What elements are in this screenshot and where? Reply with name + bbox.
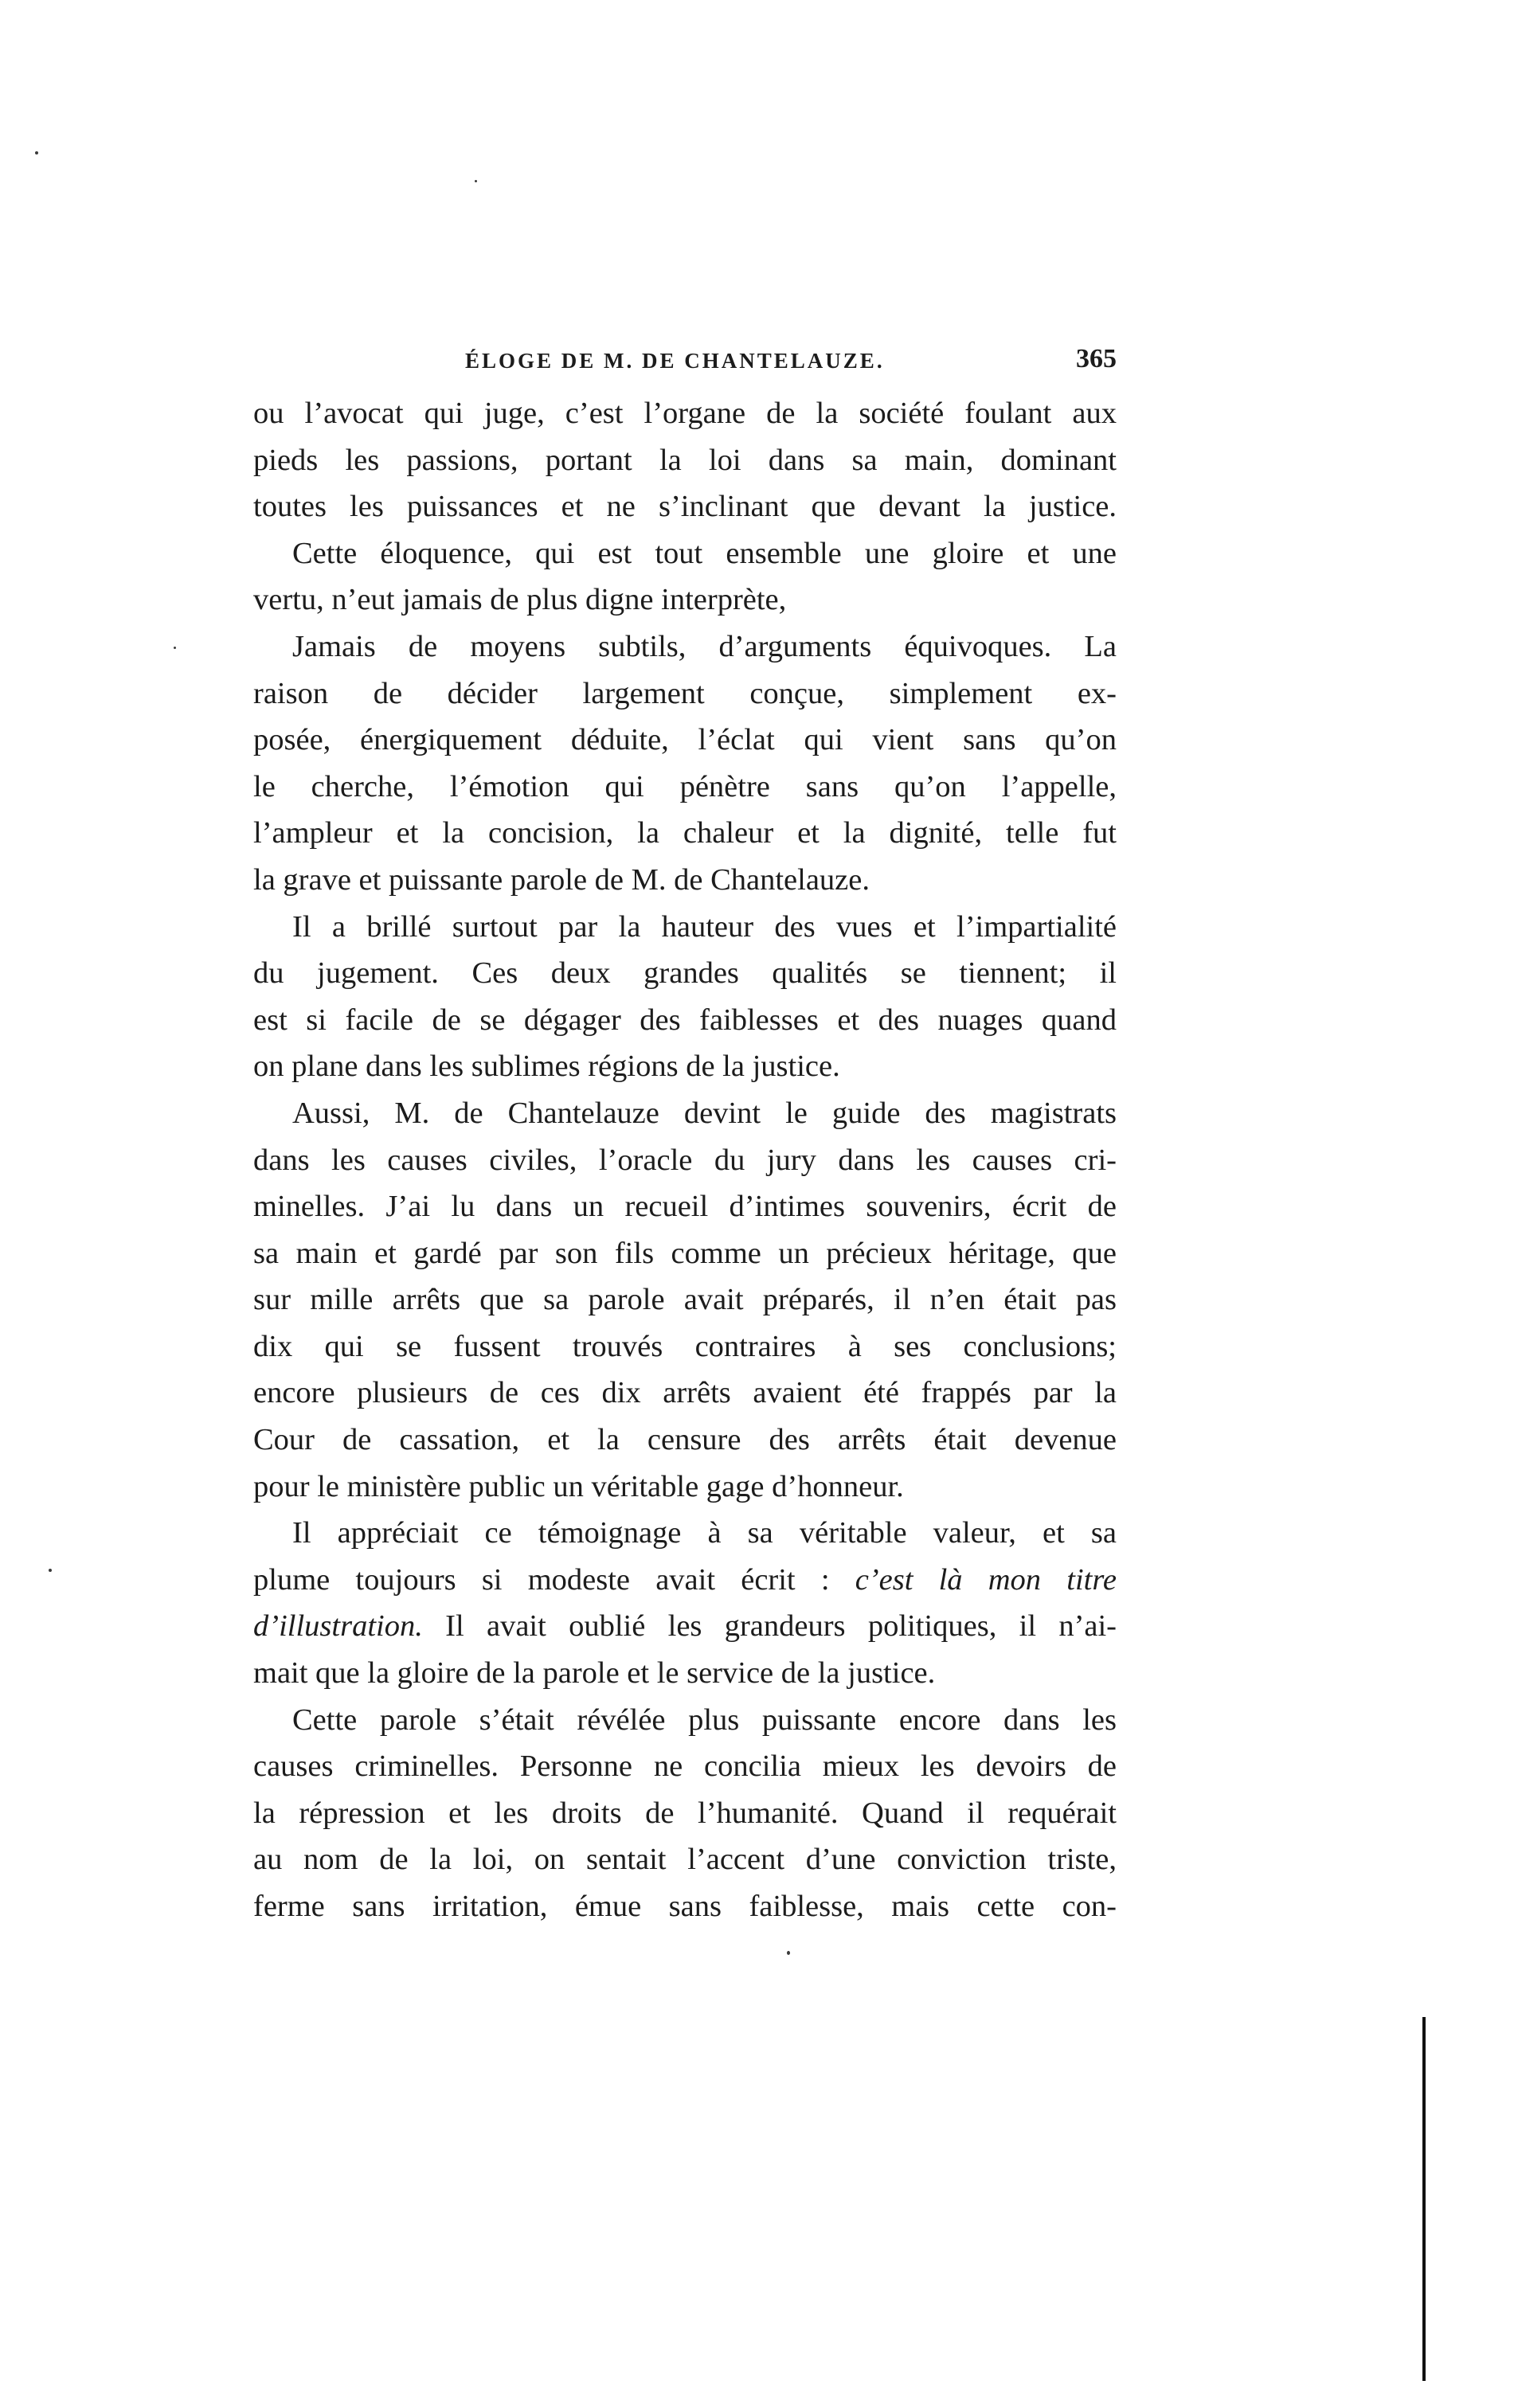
text-line: la grave et puissante parole de M. de Chantelauze. — [253, 862, 870, 897]
paragraph — [253, 530, 1117, 624]
body-text — [253, 390, 1117, 1930]
text-line: Il a brillé surtout par la hauteur des vues et l’impartialité — [292, 909, 1117, 944]
text-line: sur mille arrêts que sa parole avait préparés, il n’en était pas — [253, 1283, 1117, 1317]
text-line: pour le ministère public un véritable gage d’honneur. — [253, 1469, 904, 1503]
text-line: ferme sans irritation, émue sans faiblesse, mais cette con- — [253, 1890, 1117, 1923]
italic-run: d’illustration. — [253, 1609, 423, 1644]
paragraph — [253, 1090, 1117, 1510]
text-line: raison de décider largement conçue, simplement ex- — [253, 676, 1117, 710]
text-line: Il appréciait ce témoignage à sa véritable valeur, et sa — [292, 1516, 1117, 1550]
scan-speck — [174, 647, 176, 649]
text-line: causes criminelles. Personne ne concilia mieux les devoirs de — [253, 1749, 1117, 1784]
scan-speck — [49, 1569, 52, 1572]
page-number: 365 — [1076, 344, 1117, 373]
paragraph — [253, 624, 1117, 904]
paragraph — [253, 390, 1117, 530]
text-line: est si facile de se dégager des faiblesses et des nuages quand — [253, 1003, 1117, 1037]
text-line: pieds les passions, portant la loi dans sa main, dominant — [253, 443, 1117, 477]
text-line: Cette éloquence, qui est tout ensemble une gloire et une — [292, 536, 1117, 570]
paragraph — [253, 904, 1117, 1090]
scan-speck — [35, 151, 38, 154]
text-line: toutes les puissances et ne s’inclinant que devant la justice. — [253, 490, 1117, 524]
running-title: ÉLOGE DE M. DE CHANTELAUZE. — [465, 349, 885, 373]
margin-rule — [1422, 2017, 1426, 2381]
text-line-mixed — [253, 1557, 1117, 1604]
scan-speck — [787, 1951, 790, 1955]
italic-run: c’est là mon titre — [855, 1562, 1117, 1597]
text-line: Cette parole s’était révélée plus puissante encore dans les — [292, 1702, 1117, 1737]
text-line: posée, énergiquement déduite, l’éclat qui vient sans qu’on — [253, 723, 1117, 757]
paragraph — [253, 1510, 1117, 1696]
text-run: plume toujours si modeste avait écrit : — [253, 1562, 855, 1597]
text-line: au nom de la loi, on sentait l’accent d’une conviction triste, — [253, 1843, 1117, 1877]
text-line: l’ampleur et la concision, la chaleur et la dignité, telle fut — [253, 816, 1117, 850]
text-line-mixed — [253, 1603, 1117, 1650]
text-line: la répression et les droits de l’humanité. Quand il requérait — [253, 1796, 1117, 1830]
text-line: dans les causes civiles, l’oracle du jury dans les causes cri- — [253, 1143, 1117, 1177]
text-line: Cour de cassation, et la censure des arrêts était devenue — [253, 1423, 1117, 1457]
text-line: ou l’avocat qui juge, c’est l’organe de la société foulant aux — [253, 397, 1117, 430]
text-line: le cherche, l’émotion qui pénètre sans qu’on l’appelle, — [253, 769, 1117, 803]
text-line: minelles. J’ai lu dans un recueil d’intimes souvenirs, écrit de — [253, 1190, 1117, 1224]
scan-speck — [475, 180, 477, 182]
text-line: vertu, n’eut jamais de plus digne interprète, — [253, 583, 787, 617]
text-line: sa main et gardé par son fils comme un précieux héritage, que — [253, 1236, 1117, 1270]
paragraph — [253, 1697, 1117, 1930]
text-line: on plane dans les sublimes régions de la justice. — [253, 1050, 840, 1084]
text-run: Il avait oublié les grandeurs politiques, il n’ai- — [422, 1609, 1117, 1644]
text-line: dix qui se fussent trouvés contraires à ses conclusions; — [253, 1329, 1117, 1363]
text-line: mait que la gloire de la parole et le service de la justice. — [253, 1656, 936, 1691]
text-line: Aussi, M. de Chantelauze devint le guide des magistrats — [292, 1096, 1117, 1130]
text-line: du jugement. Ces deux grandes qualités se tiennent; il — [253, 956, 1117, 991]
text-line: encore plusieurs de ces dix arrêts avaient été frappés par la — [253, 1376, 1117, 1410]
text-line: Jamais de moyens subtils, d’arguments équivoques. La — [292, 629, 1117, 663]
running-head — [255, 346, 1117, 385]
